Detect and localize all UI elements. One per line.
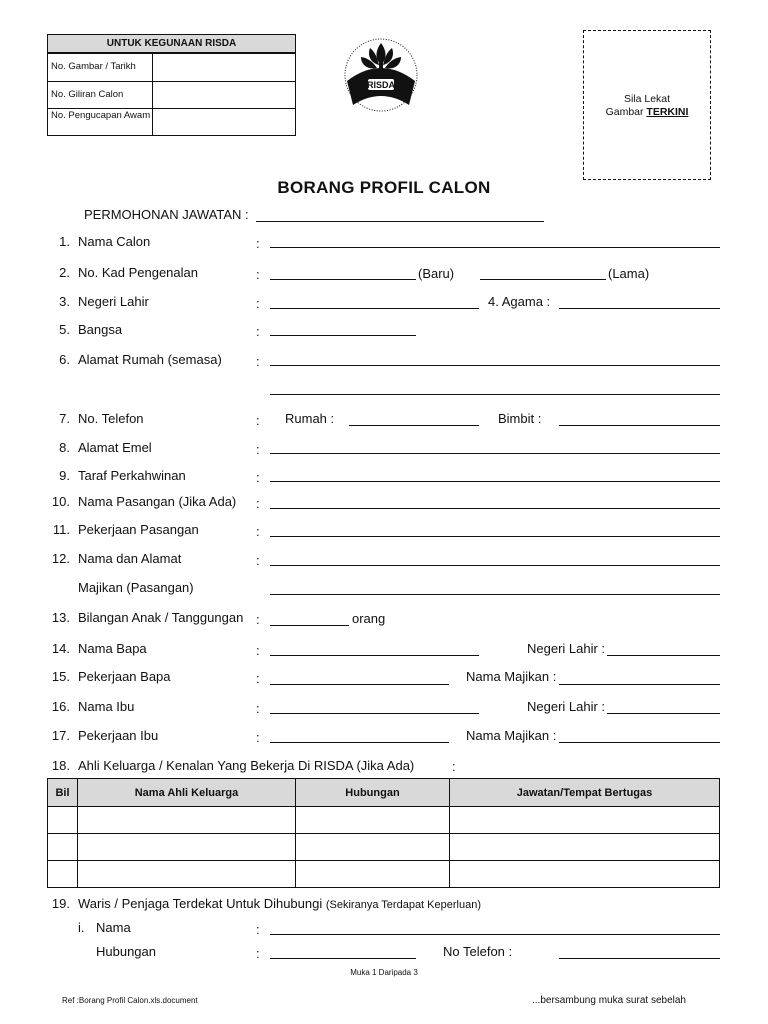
- nama-ibu-line[interactable]: [270, 713, 479, 714]
- colon: :: [256, 296, 260, 311]
- field-label-majikan-pasangan: Majikan (Pasangan): [78, 580, 194, 595]
- table-header-jawatan: Jawatan/Tempat Bertugas: [450, 779, 720, 807]
- field-label-alamat-emel: Alamat Emel: [78, 440, 152, 455]
- logo-text: RISDA: [366, 80, 396, 90]
- office-row-giliran: [48, 81, 295, 108]
- colon: :: [256, 612, 260, 627]
- office-row-pengucapan: [48, 108, 295, 136]
- field-label-telefon: No. Telefon: [78, 411, 144, 426]
- table-header-hubungan: Hubungan: [296, 779, 450, 807]
- table-cell[interactable]: [450, 834, 720, 861]
- telefon-rumah-label: Rumah :: [285, 411, 335, 426]
- colon: :: [452, 759, 456, 774]
- table-cell[interactable]: [296, 834, 450, 861]
- field-label-waris-nama: Nama: [96, 920, 131, 935]
- alamat-rumah-line-2[interactable]: [270, 394, 720, 395]
- permohonan-label: PERMOHONAN JAWATAN :: [84, 207, 249, 222]
- bapa-majikan-label: Nama Majikan :: [466, 669, 557, 684]
- alamat-emel-line[interactable]: [270, 453, 720, 454]
- field-number: 16.: [51, 699, 70, 714]
- taraf-perkahwinan-line[interactable]: [270, 481, 720, 482]
- office-use-box: [47, 34, 296, 136]
- page-number: Muka 1 Daripada 3: [350, 968, 418, 977]
- telefon-bimbit-line[interactable]: [559, 425, 720, 426]
- waris-label-note: (Sekiranya Terdapat Keperluan): [325, 899, 481, 911]
- colon: :: [256, 442, 260, 457]
- field-label-agama: 4. Agama :: [488, 294, 551, 309]
- photo-instruction-line1: Sila Lekat: [623, 93, 671, 105]
- table-row: [48, 834, 720, 861]
- field-number: 14.: [51, 641, 70, 656]
- nama-alamat-majikan-line-1[interactable]: [270, 565, 720, 566]
- field-number: 9.: [59, 468, 70, 483]
- table-cell[interactable]: [48, 807, 78, 834]
- waris-telefon-line[interactable]: [559, 958, 720, 959]
- field-number: 8.: [59, 440, 70, 455]
- table-row: [48, 861, 720, 888]
- nama-pasangan-line[interactable]: [270, 508, 720, 509]
- office-row-label: No. Pengucapan Awam: [51, 110, 151, 121]
- waris-hubungan-line[interactable]: [270, 958, 416, 959]
- field-number: 15.: [51, 669, 70, 684]
- document-reference: Ref :Borang Profil Calon.xls.document: [62, 996, 198, 1005]
- colon: :: [256, 643, 260, 658]
- nama-bapa-line[interactable]: [270, 655, 479, 656]
- field-number: 5.: [59, 322, 70, 337]
- field-number: 10.: [51, 494, 70, 509]
- field-label-nama-alamat: Nama dan Alamat: [78, 551, 182, 566]
- colon: :: [256, 946, 260, 961]
- field-label-pekerjaan-bapa: Pekerjaan Bapa: [78, 669, 171, 684]
- photo-instruction-prefix: Gambar: [605, 106, 647, 118]
- field-label-nama-bapa: Nama Bapa: [78, 641, 147, 656]
- table-cell[interactable]: [48, 834, 78, 861]
- nama-alamat-majikan-line-2[interactable]: [270, 594, 720, 595]
- field-label-nama-calon: Nama Calon: [78, 234, 151, 249]
- colon: :: [256, 354, 260, 369]
- table-header-nama: Nama Ahli Keluarga: [78, 779, 296, 807]
- ic-lama-label: (Lama): [608, 266, 650, 281]
- ibu-negeri-lahir-label: Negeri Lahir :: [527, 699, 606, 714]
- orang-label: orang: [352, 611, 386, 626]
- ic-baru-label: (Baru): [418, 266, 455, 281]
- table-cell[interactable]: [450, 807, 720, 834]
- photo-instruction-line2: [584, 106, 710, 118]
- field-number: 17.: [51, 728, 70, 743]
- ic-lama-line[interactable]: [480, 279, 606, 280]
- field-number: 7.: [59, 411, 70, 426]
- colon: :: [256, 470, 260, 485]
- table-cell[interactable]: [78, 807, 296, 834]
- field-label-kad-pengenalan: No. Kad Pengenalan: [78, 265, 198, 280]
- table-cell[interactable]: [78, 861, 296, 888]
- colon: :: [256, 701, 260, 716]
- telefon-rumah-line[interactable]: [349, 425, 479, 426]
- field-number: 1.: [59, 234, 70, 249]
- bapa-negeri-lahir-label: Negeri Lahir :: [527, 641, 606, 656]
- photo-instruction-emphasis: TERKINI: [646, 106, 689, 118]
- telefon-bimbit-label: Bimbit :: [498, 411, 542, 426]
- field-label-nama-ibu: Nama Ibu: [78, 699, 135, 714]
- pekerjaan-bapa-line[interactable]: [270, 684, 449, 685]
- pekerjaan-ibu-line[interactable]: [270, 742, 449, 743]
- waris-nama-line[interactable]: [270, 934, 720, 935]
- waris-telefon-label: No Telefon :: [443, 944, 513, 959]
- risda-logo: [337, 35, 425, 113]
- office-row-gambar: [48, 53, 295, 81]
- field-label-ahli-keluarga: Ahli Keluarga / Kenalan Yang Bekerja Di RISDA (Jika Ada): [78, 758, 415, 773]
- office-row-label: No. Giliran Calon: [51, 89, 124, 100]
- field-number: 18.: [51, 758, 70, 773]
- colon: :: [256, 236, 260, 251]
- colon: :: [256, 730, 260, 745]
- office-row-label: No. Gambar / Tarikh: [51, 61, 136, 72]
- field-number: 2.: [59, 265, 70, 280]
- bapa-majikan-line[interactable]: [559, 684, 720, 685]
- colon: :: [256, 524, 260, 539]
- field-number: 11.: [52, 522, 70, 537]
- field-label-bilangan-anak: Bilangan Anak / Tanggungan: [78, 610, 244, 625]
- field-number: 3.: [59, 294, 70, 309]
- colon: :: [256, 267, 260, 282]
- table-cell[interactable]: [78, 834, 296, 861]
- ibu-majikan-label: Nama Majikan :: [466, 728, 557, 743]
- bangsa-line[interactable]: [270, 335, 416, 336]
- ibu-negeri-lahir-line[interactable]: [607, 713, 720, 714]
- field-label-negeri-lahir: Negeri Lahir: [78, 294, 149, 309]
- field-number: 19.: [51, 896, 70, 911]
- field-label-taraf-perkahwinan: Taraf Perkahwinan: [78, 468, 186, 483]
- continued-note: ...bersambung muka surat sebelah: [532, 995, 686, 1006]
- table-cell[interactable]: [296, 807, 450, 834]
- field-label-nama-pasangan: Nama Pasangan (Jika Ada): [78, 494, 237, 509]
- office-use-title: UNTUK KEGUNAAN RISDA: [48, 35, 295, 53]
- nama-calon-line[interactable]: [270, 247, 720, 248]
- table-header-bil: Bil: [48, 779, 78, 807]
- family-table: [47, 778, 720, 888]
- field-label-waris: [78, 896, 481, 911]
- colon: :: [256, 671, 260, 686]
- table-cell[interactable]: [296, 861, 450, 888]
- table-cell[interactable]: [48, 861, 78, 888]
- table-header-row: [48, 779, 720, 807]
- alamat-rumah-line-1[interactable]: [270, 365, 720, 366]
- colon: :: [256, 324, 260, 339]
- field-label-pekerjaan-pasangan: Pekerjaan Pasangan: [78, 522, 199, 537]
- field-label-waris-hubungan: Hubungan: [96, 944, 156, 959]
- agama-line[interactable]: [559, 308, 720, 309]
- negeri-lahir-line[interactable]: [270, 308, 479, 309]
- colon: :: [256, 413, 260, 428]
- field-label-bangsa: Bangsa: [78, 322, 123, 337]
- colon: :: [256, 553, 260, 568]
- field-label-pekerjaan-ibu: Pekerjaan Ibu: [78, 728, 159, 743]
- pekerjaan-pasangan-line[interactable]: [270, 536, 720, 537]
- sub-number: i.: [78, 920, 85, 935]
- table-cell[interactable]: [450, 861, 720, 888]
- field-number: 13.: [51, 610, 70, 625]
- waris-label-main: Waris / Penjaga Terdekat Untuk Dihubungi: [78, 896, 323, 911]
- photo-placeholder: [583, 30, 711, 180]
- colon: :: [256, 922, 260, 937]
- field-number: 12.: [51, 551, 70, 566]
- permohonan-input-line[interactable]: [256, 221, 544, 222]
- table-row: [48, 807, 720, 834]
- ibu-majikan-line[interactable]: [559, 742, 720, 743]
- bilangan-anak-line[interactable]: [270, 625, 349, 626]
- bapa-negeri-lahir-line[interactable]: [607, 655, 720, 656]
- form-title: BORANG PROFIL CALON: [277, 178, 491, 197]
- field-label-alamat-rumah: Alamat Rumah (semasa): [78, 352, 222, 367]
- field-number: 6.: [59, 352, 70, 367]
- ic-baru-line[interactable]: [270, 279, 416, 280]
- colon: :: [256, 496, 260, 511]
